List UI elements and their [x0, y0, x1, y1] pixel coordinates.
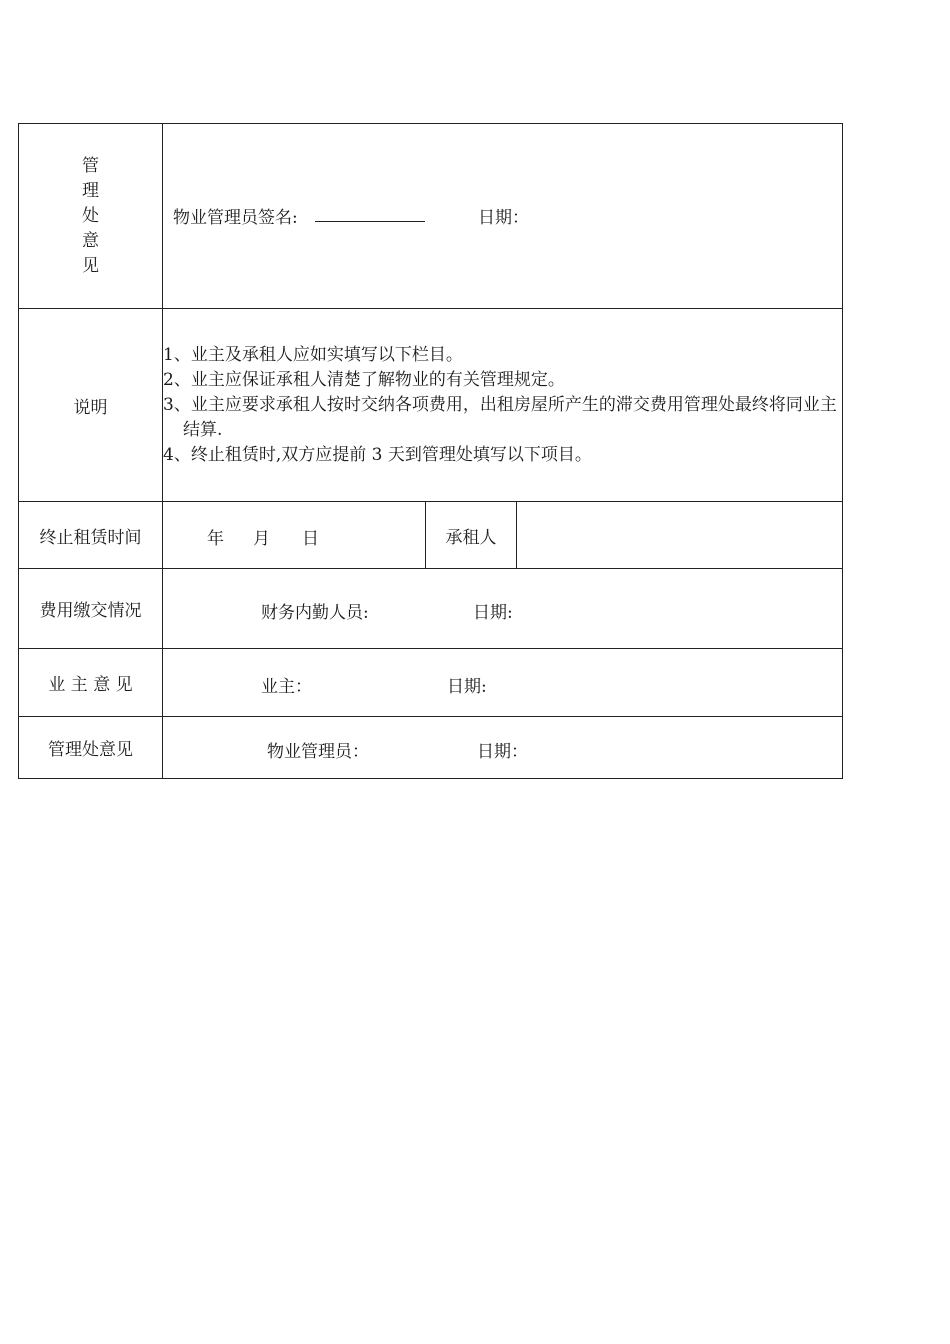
fee-payment-content [163, 569, 843, 649]
termination-row [19, 502, 843, 569]
owner-opinion-label-text: 业 主 意 见 [48, 675, 133, 695]
owner-opinion-content [163, 649, 843, 717]
instruction-item: 4、终止租赁时,双方应提前 3 天到管理处填写以下项目。 [163, 444, 592, 465]
owner-opinion-label [19, 649, 163, 717]
tenant-field[interactable] [517, 502, 843, 569]
instructions-row [19, 309, 843, 502]
label-char: 理 [82, 180, 99, 201]
owner-opinion-row [19, 649, 843, 717]
date-label: 日期： [478, 208, 529, 228]
date-label: 日期： [477, 741, 528, 762]
termination-date-field[interactable] [163, 502, 426, 569]
instructions-content [163, 309, 843, 502]
termination-label: 终止租赁时间 [19, 502, 163, 569]
instruction-item: 3、业主应要求承租人按时交纳各项费用，出租房屋所产生的滞交费用管理处最终将同业主结算. [163, 394, 837, 440]
fee-payment-row [19, 569, 843, 649]
month-label: 月 [253, 529, 270, 549]
property-manager-label: 物业管理员： [267, 741, 369, 762]
finance-staff-label: 财务内勤人员: [261, 602, 369, 623]
signature-label: 物业管理员签名: [173, 208, 298, 228]
instructions-label: 说明 [19, 309, 163, 502]
management-opinion-bottom-row [19, 717, 843, 779]
owner-label: 业主： [261, 676, 312, 697]
management-opinion-row [19, 124, 843, 309]
instruction-item: 2、业主应保证承租人清楚了解物业的有关管理规定。 [163, 369, 565, 390]
fee-payment-label: 费用缴交情况 [19, 569, 163, 649]
year-label: 年 [207, 529, 224, 549]
management-opinion-bottom-content [163, 717, 843, 779]
management-opinion-bottom-label: 管理处意见 [19, 717, 163, 779]
instruction-item: 1、业主及承租人应如实填写以下栏目。 [163, 344, 463, 365]
day-label: 日 [302, 529, 319, 549]
label-char: 见 [82, 255, 99, 276]
date-label: 日期: [447, 676, 487, 697]
date-label: 日期: [473, 602, 513, 623]
lease-termination-form [18, 123, 843, 779]
label-char: 处 [82, 205, 99, 226]
management-opinion-label [19, 124, 163, 309]
label-char: 管 [82, 155, 99, 176]
tenant-label: 承租人 [426, 502, 517, 569]
label-char: 意 [82, 230, 99, 251]
management-opinion-content [163, 124, 843, 309]
signature-line[interactable] [315, 203, 425, 222]
